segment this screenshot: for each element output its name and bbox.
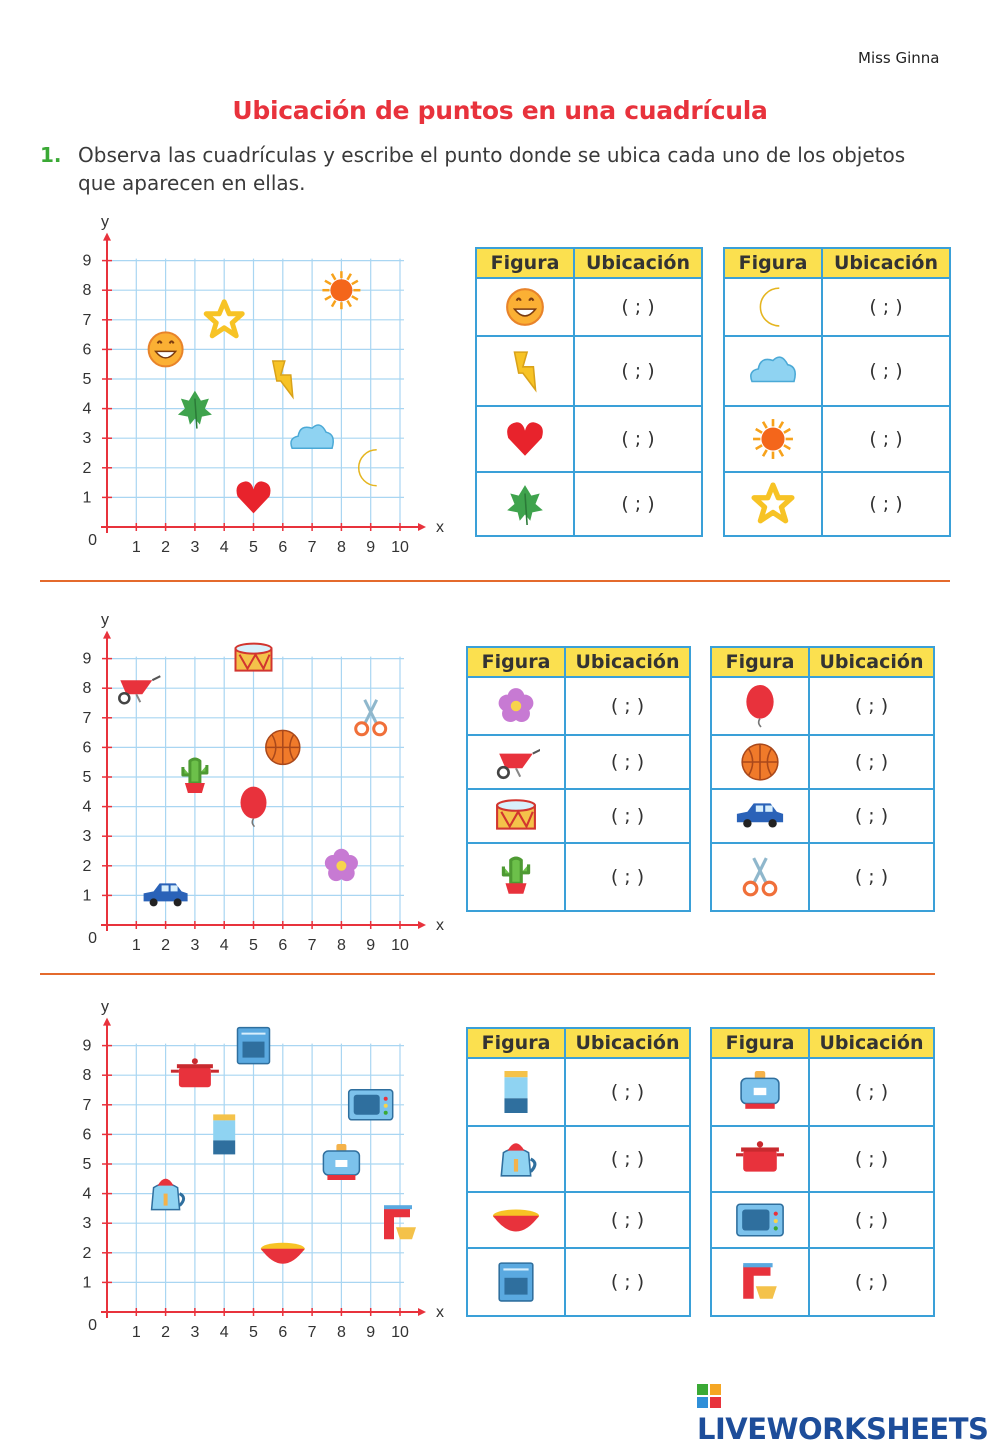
figure-cell: [711, 1126, 809, 1192]
y-axis-label: y: [101, 611, 109, 629]
table-row: [724, 472, 950, 536]
header-location: Ubicación: [809, 647, 934, 677]
figure-cell: [724, 278, 822, 336]
location-answer-field[interactable]: ( ; ): [565, 1248, 690, 1316]
figure-cell: [476, 336, 574, 406]
y-tick-label: 9: [82, 1037, 92, 1055]
coordinate-grid-1: [60, 210, 450, 560]
location-answer-field[interactable]: ( ; ): [809, 843, 934, 911]
figure-cell: [711, 735, 809, 789]
x-tick-label: 3: [190, 937, 200, 954]
liveworksheets-badge-icon: [697, 1384, 721, 1408]
location-answer-field[interactable]: ( ; ): [565, 789, 690, 843]
y-tick-label: 5: [82, 769, 92, 786]
instruction-line-1: Observa las cuadrículas y escribe el punto donde se ubica cada uno de los objetos: [78, 143, 906, 167]
bowl-icon: [261, 1243, 305, 1264]
coordinate-grid-2: [60, 608, 450, 958]
smiley-face-icon: [507, 289, 543, 325]
y-tick-label: 4: [82, 400, 92, 418]
sun-icon: [322, 271, 360, 309]
table-row: [476, 406, 702, 472]
table-row: [467, 789, 690, 843]
x-tick-label: 6: [278, 937, 288, 954]
author-name: Miss Ginna: [858, 49, 940, 67]
x-tick-label: 10: [391, 937, 409, 954]
x-axis-label: x: [436, 1304, 444, 1321]
wheelbarrow-icon: [119, 676, 160, 703]
figure-cell: [711, 843, 809, 911]
y-axis-arrow-icon: [103, 233, 111, 241]
table-row: [711, 1126, 934, 1192]
y-tick-label: 9: [82, 252, 92, 270]
table-row: [711, 789, 934, 843]
x-tick-label: 9: [366, 937, 376, 954]
x-tick-label: 8: [336, 539, 346, 556]
answer-table-3a: [466, 1027, 691, 1317]
x-tick-label: 1: [131, 539, 141, 556]
x-tick-label: 8: [336, 937, 346, 954]
location-answer-field[interactable]: ( ; ): [809, 1126, 934, 1192]
location-answer-field[interactable]: ( ; ): [565, 1126, 690, 1192]
location-answer-field[interactable]: ( ; ): [809, 1058, 934, 1126]
pot-icon: [171, 1058, 219, 1087]
y-tick-label: 5: [82, 371, 92, 388]
y-tick-label: 3: [82, 430, 92, 448]
star-icon: [754, 485, 792, 521]
figure-cell: [467, 1126, 565, 1192]
table-row: [467, 1248, 690, 1316]
x-tick-label: 6: [278, 539, 288, 556]
location-answer-field[interactable]: ( ; ): [574, 406, 702, 472]
answer-table-3b: [710, 1027, 935, 1317]
x-axis-label: x: [436, 917, 444, 934]
figure-cell: [476, 406, 574, 472]
drum-icon: [497, 800, 535, 828]
x-tick-label: 4: [219, 1324, 229, 1341]
x-tick-label: 7: [307, 937, 317, 954]
y-tick-label: 8: [82, 1067, 92, 1085]
location-answer-field[interactable]: ( ; ): [822, 336, 950, 406]
y-tick-label: 2: [82, 1244, 92, 1262]
header-location: Ubicación: [574, 248, 702, 278]
figure-cell: [467, 843, 565, 911]
location-answer-field[interactable]: ( ; ): [809, 789, 934, 843]
y-tick-label: 4: [82, 1185, 92, 1203]
location-answer-field[interactable]: ( ; ): [565, 1058, 690, 1126]
answer-table-1b: [723, 247, 951, 537]
x-tick-label: 5: [249, 937, 258, 954]
x-tick-label: 2: [161, 937, 171, 954]
location-answer-field[interactable]: ( ; ): [822, 406, 950, 472]
origin-label: 0: [88, 1317, 97, 1334]
stove-icon: [238, 1028, 270, 1064]
location-answer-field[interactable]: ( ; ): [822, 278, 950, 336]
x-tick-label: 4: [219, 539, 229, 556]
kettle-icon: [152, 1179, 184, 1210]
x-tick-label: 3: [190, 539, 200, 556]
moon-icon: [760, 288, 779, 326]
header-figure: Figura: [711, 1028, 809, 1058]
figure-cell: [476, 278, 574, 336]
page-title: Ubicación de puntos en una cuadrícula: [232, 96, 768, 125]
table-row: [467, 843, 690, 911]
y-tick-label: 9: [82, 650, 92, 668]
table-row: [711, 1058, 934, 1126]
location-answer-field[interactable]: ( ; ): [574, 472, 702, 536]
x-tick-label: 4: [219, 937, 229, 954]
header-figure: Figura: [711, 647, 809, 677]
x-tick-label: 6: [278, 1324, 288, 1341]
origin-label: 0: [88, 532, 97, 549]
x-tick-label: 5: [249, 1324, 258, 1341]
table-row: [476, 472, 702, 536]
x-tick-label: 9: [366, 1324, 376, 1341]
figure-cell: [711, 1058, 809, 1126]
location-answer-field[interactable]: ( ; ): [565, 843, 690, 911]
y-tick-label: 3: [82, 828, 92, 846]
liveworksheets-logo[interactable]: [697, 1378, 1000, 1446]
wheelbarrow-icon: [498, 749, 540, 777]
drum-icon: [236, 644, 272, 671]
table-row: [724, 336, 950, 406]
x-tick-label: 10: [391, 1324, 409, 1341]
y-tick-label: 1: [82, 1274, 92, 1292]
x-tick-label: 7: [307, 1324, 317, 1341]
car-icon: [737, 803, 783, 827]
x-tick-label: 2: [161, 1324, 171, 1341]
blender-icon: [504, 1071, 527, 1113]
figure-cell: [711, 789, 809, 843]
header-figure: Figura: [467, 1028, 565, 1058]
microwave-icon: [737, 1204, 783, 1236]
y-tick-label: 3: [82, 1215, 92, 1233]
y-tick-label: 1: [82, 489, 92, 507]
y-tick-label: 6: [82, 341, 92, 359]
y-axis-arrow-icon: [103, 631, 111, 639]
y-axis-label: y: [101, 998, 109, 1016]
header-location: Ubicación: [565, 1028, 690, 1058]
heart-icon: [507, 422, 543, 456]
location-answer-field[interactable]: ( ; ): [822, 472, 950, 536]
x-tick-label: 7: [307, 539, 317, 556]
table-row: [476, 336, 702, 406]
y-tick-label: 6: [82, 1126, 92, 1144]
y-axis-label: y: [101, 213, 109, 231]
x-tick-label: 10: [391, 539, 409, 556]
x-axis-label: x: [436, 519, 444, 536]
answer-table-1a: [475, 247, 703, 537]
location-answer-field[interactable]: ( ; ): [565, 1192, 690, 1248]
table-row: [711, 1192, 934, 1248]
table-row: [467, 677, 690, 735]
figure-cell: [467, 1058, 565, 1126]
figure-cell: [724, 336, 822, 406]
table-row: [711, 677, 934, 735]
header-figure: Figura: [467, 647, 565, 677]
flower-icon: [499, 688, 534, 722]
header-figure: Figura: [724, 248, 822, 278]
grid-lines: [107, 1044, 404, 1312]
x-tick-label: 2: [161, 539, 171, 556]
figure-cell: [711, 1248, 809, 1316]
header-location: Ubicación: [822, 248, 950, 278]
flower-icon: [325, 849, 358, 881]
x-axis-arrow-icon: [418, 1308, 426, 1316]
blender-icon: [213, 1114, 235, 1154]
figure-cell: [467, 1248, 565, 1316]
toaster-icon: [323, 1144, 359, 1180]
x-tick-label: 9: [366, 539, 376, 556]
microwave-icon: [349, 1090, 393, 1120]
cloud-icon: [751, 357, 795, 381]
table-row: [467, 735, 690, 789]
cloud-icon: [291, 425, 333, 448]
y-tick-label: 8: [82, 282, 92, 300]
y-tick-label: 6: [82, 739, 92, 757]
table-row: [711, 843, 934, 911]
table-row: [467, 1192, 690, 1248]
x-tick-label: 1: [131, 1324, 141, 1341]
figure-cell: [711, 677, 809, 735]
location-answer-field[interactable]: ( ; ): [565, 677, 690, 735]
x-tick-label: 8: [336, 1324, 346, 1341]
figure-cell: [467, 1192, 565, 1248]
header-location: Ubicación: [809, 1028, 934, 1058]
answer-table-2a: [466, 646, 691, 912]
coordinate-grid-3: [60, 995, 450, 1345]
location-answer-field[interactable]: ( ; ): [574, 336, 702, 406]
y-tick-label: 5: [82, 1156, 92, 1173]
x-axis-arrow-icon: [418, 523, 426, 531]
origin-label: 0: [88, 930, 97, 947]
cactus-icon: [183, 759, 207, 793]
smiley-face-icon: [149, 332, 183, 366]
location-answer-field[interactable]: ( ; ): [809, 1248, 934, 1316]
star-icon: [206, 302, 242, 336]
location-answer-field[interactable]: ( ; ): [565, 735, 690, 789]
instruction-line-2: que aparecen en ellas.: [78, 171, 306, 195]
figure-cell: [476, 472, 574, 536]
y-axis-arrow-icon: [103, 1018, 111, 1026]
basketball-icon: [742, 744, 778, 780]
table-row: [467, 1126, 690, 1192]
pot-icon: [736, 1141, 784, 1171]
y-tick-label: 1: [82, 887, 92, 905]
balloon-icon: [746, 685, 773, 727]
y-tick-label: 2: [82, 857, 92, 875]
figure-cell: [467, 677, 565, 735]
section-divider: [40, 580, 950, 582]
x-tick-label: 1: [131, 937, 141, 954]
bowl-icon: [493, 1210, 539, 1232]
header-figure: Figura: [476, 248, 574, 278]
location-answer-field[interactable]: ( ; ): [809, 735, 934, 789]
x-tick-label: 3: [190, 1324, 200, 1341]
instruction: [40, 141, 970, 197]
table-row: [711, 1248, 934, 1316]
stove-icon: [499, 1263, 533, 1301]
mixer-icon: [743, 1263, 777, 1299]
y-tick-label: 7: [82, 709, 92, 727]
figure-cell: [724, 472, 822, 536]
x-tick-label: 5: [249, 539, 258, 556]
instruction-number: 1.: [40, 143, 62, 167]
answer-table-2b: [710, 646, 935, 912]
y-tick-label: 7: [82, 311, 92, 329]
lightning-icon: [515, 352, 536, 390]
figure-cell: [467, 735, 565, 789]
y-tick-label: 8: [82, 680, 92, 698]
sun-icon: [753, 419, 793, 459]
y-tick-label: 7: [82, 1096, 92, 1114]
basketball-icon: [266, 730, 300, 764]
logo-text: LIVEWORKSHEETS: [697, 1412, 989, 1446]
figure-cell: [711, 1192, 809, 1248]
leaf-icon: [507, 485, 543, 525]
y-tick-label: 4: [82, 798, 92, 816]
x-axis-arrow-icon: [418, 921, 426, 929]
table-row: [476, 278, 702, 336]
cactus-icon: [503, 858, 528, 894]
table-row: [467, 1058, 690, 1126]
table-row: [724, 406, 950, 472]
location-answer-field[interactable]: ( ; ): [574, 278, 702, 336]
kettle-icon: [501, 1143, 535, 1176]
figure-cell: [724, 406, 822, 472]
section-divider: [40, 973, 935, 975]
table-row: [711, 735, 934, 789]
location-answer-field[interactable]: ( ; ): [809, 1192, 934, 1248]
scissors-icon: [744, 858, 776, 895]
toaster-icon: [741, 1071, 779, 1109]
table-row: [724, 278, 950, 336]
header-location: Ubicación: [565, 647, 690, 677]
y-tick-label: 2: [82, 459, 92, 477]
figure-cell: [467, 789, 565, 843]
location-answer-field[interactable]: ( ; ): [809, 677, 934, 735]
